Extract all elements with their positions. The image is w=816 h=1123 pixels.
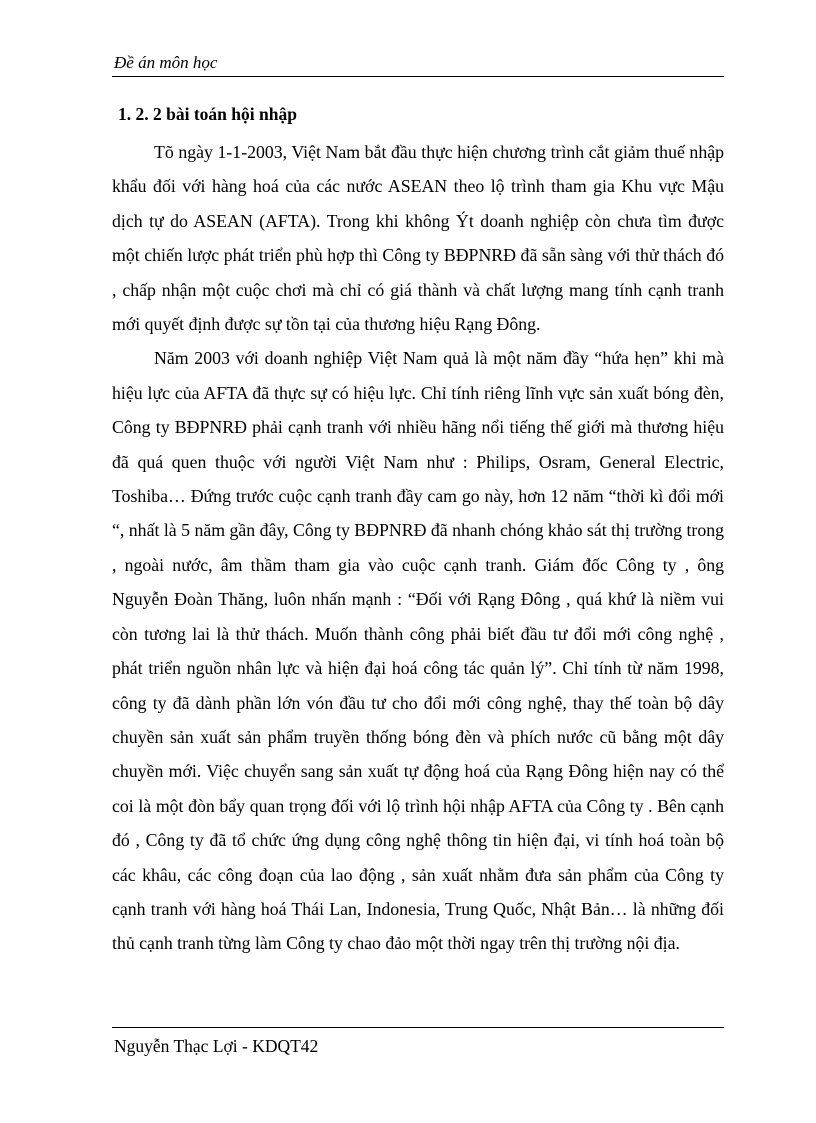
footer-rule <box>112 1027 724 1028</box>
header-title: Đề án môn học <box>114 53 218 72</box>
paragraph: Năm 2003 với doanh nghiệp Việt Nam quả là một năm đầy “hứa hẹn” khi mà hiệu lực của AFTA đã thực sự có hiệu lực. Chỉ tính riêng lĩnh vực sản xuất bóng đèn, Công ty BĐPNRĐ phải cạnh tranh với nhiều hãng nổi tiếng thế giới mà thương hiệu đã quá quen thuộc với người Việt Nam như : Philips, Osram, General Electric, Toshiba… Đứng trước cuộc cạnh tranh đầy cam go này, hơn 12 năm “thời kì đổi mới “, nhất là 5 năm gần đây, Công ty BĐPNRĐ đã nhanh chóng khảo sát thị trường trong , ngoài nước, âm thầm tham gia vào cuộc cạnh tranh. Giám đốc Công ty , ông Nguyễn Đoàn Thăng, luôn nhấn mạnh : “Đối với Rạng Đông , quá khứ là niềm vui còn tương lai là thử thách. Muốn thành công phải biết đầu tư đổi mới công nghệ , phát triển nguồn nhân lực và hiện đại hoá công tác quản lý”. Chỉ tính từ năm 1998, công ty đã dành phần lớn vón đầu tư cho đổi mới công nghệ, thay thế toàn bộ dây chuyền sản xuất sản phẩm truyền thống bóng đèn và phích nước cũ bằng một dây chuyền mới. Việc chuyển sang sản xuất tự động hoá của Rạng Đông hiện nay có thể coi là một đòn bẩy quan trọng đối với lộ trình hội nhập AFTA của Công ty . Bên cạnh đó , Công ty đã tổ chức ứng dụng công nghệ thông tin hiện đại, vi tính hoá toàn bộ các khâu, các công đoạn của lao động , sản xuất nhằm đưa sản phẩm của Công ty cạnh tranh với hàng hoá Thái Lan, Indonesia, Trung Quốc, Nhật Bản… là những đối thủ cạnh tranh từng làm Công ty chao đảo một thời ngay trên thị trường nội địa. <box>112 348 724 954</box>
section-heading: 1. 2. 2 bài toán hội nhập <box>118 104 297 124</box>
body-text <box>112 135 724 961</box>
paragraph: Tõ ngày 1-1-2003, Việt Nam bắt đầu thực hiện chương trình cắt giảm thuế nhập khẩu đối với hàng hoá của các nước ASEAN theo lộ trình tham gia Khu vực Mậu dịch tự do ASEAN (AFTA). Trong khi không Ýt doanh nghiệp còn chưa tìm được một chiến lược phát triển phù hợp thì Công ty BĐPNRĐ đã sẵn sàng với thử thách đó , chấp nhận một cuộc chơi mà chỉ có giá thành và chất lượng mang tính cạnh tranh mới quyết định được sự tồn tại của thương hiệu Rạng Đông. <box>112 142 724 335</box>
footer-author: Nguyễn Thạc Lợi - KDQT42 <box>114 1036 319 1056</box>
page-header <box>112 52 724 77</box>
